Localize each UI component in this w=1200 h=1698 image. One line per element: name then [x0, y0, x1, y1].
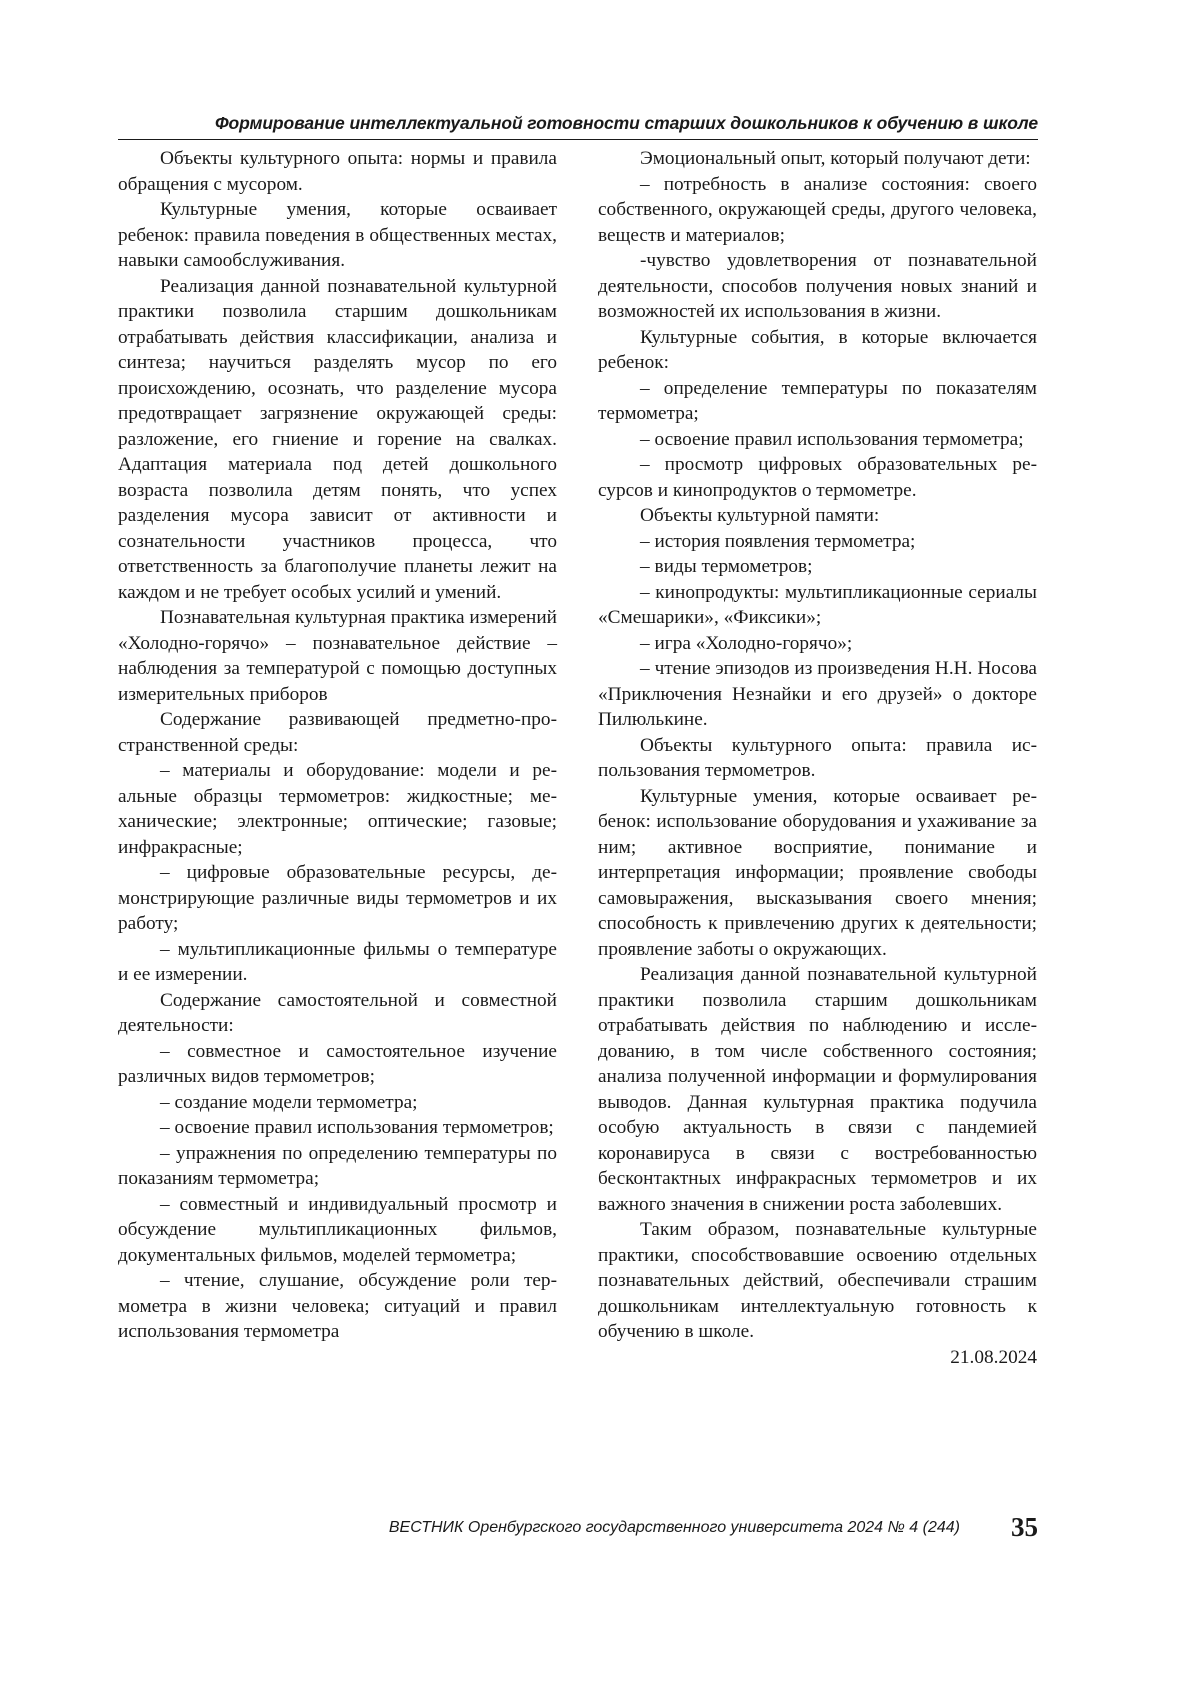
paragraph: Объекты культурной памяти:	[640, 505, 880, 526]
paragraph: Объекты культурного опыта: нормы и правила обращения с мусором.	[118, 148, 557, 195]
right-column	[598, 146, 1037, 1370]
paragraph: Объекты культурного опыта: правила использования термометров.	[598, 734, 1037, 781]
page-number: 35	[1011, 1512, 1038, 1542]
list-item: – чтение, слушание, обсуждение роли термометра в жизни человека; ситуаций и правил использования термометра	[118, 1270, 557, 1342]
list-item: – совместный и индивидуальный просмотр и обсуждение мультипликационных фильмов, документальных фильмов, моделей термометра;	[118, 1193, 557, 1266]
paragraph: Культурные события, в которые включается ребенок:	[598, 326, 1037, 373]
list-item: – освоение правил использования термометров;	[160, 1117, 554, 1138]
received-date: 21.08.2024	[950, 1346, 1037, 1368]
page-footer	[118, 1512, 1038, 1542]
paragraph: Познавательная культурная практика измерений «Холодно-горячо» – познавательное действие – наблюдения за температурой с помощью доступных измерительных приборов	[118, 607, 557, 705]
paragraph: Реализация данной познавательной культурной практики позволила старшим дошкольникам отрабатывать действия по наблюдению и исследованию, в том числе собственного состояния; анализа полученной информации и формулирования выводов. Данная культурная практика подучила особую актуальность в связи с пандемией коронавируса в связи с востребованностью бесконтактных инфракрасных термометров и их важного значения в снижении роста заболевших.	[598, 964, 1037, 1215]
list-item: – материалы и оборудование: модели и реальные образцы термометров: жидкостные; механические; электронные; оптические; газовые; инфракрасные;	[118, 760, 557, 858]
list-item: – совместное и самостоятельное изучение различных видов термометров;	[118, 1040, 557, 1087]
list-item: – определение температуры по показателям термометра;	[598, 377, 1037, 424]
list-item: -чувство удовлетворения от познавательной деятельности, способов получения новых знаний и возможностей их использования в жизни.	[598, 250, 1037, 322]
list-item: – чтение эпизодов из произведения Н.Н. Носова «Приключения Незнайки и его друзей» о докторе Пилюлькине.	[598, 658, 1037, 730]
list-item: – освоение правил использования термометра;	[640, 428, 1024, 450]
paragraph: Реализация данной познавательной культурной практики позволила старшим дошкольникам отрабатывать действия классификации, анализа и синтеза; научиться разделять мусор по его происхождению, осознать, что разделение мусора предотвращает загрязнение окружающей среды: разложение, его гниение и горение на свалках. Адаптация материала под детей дошкольного возраста позволила детям понять, что успех разделения мусора зависит от активности и сознательности участников процесса, что ответственность за благополучие планеты лежит на каждом и не требует особых усилий и умений.	[118, 275, 557, 603]
paragraph: Культурные умения, которые осваивает ребенок: правила поведения в общественных местах, навыки самообслуживания.	[118, 199, 557, 271]
list-item: – история появления термометра;	[640, 530, 916, 552]
left-column	[118, 146, 557, 1345]
paragraph: Эмоциональный опыт, который получают дети:	[640, 148, 1031, 169]
running-header: Формирование интеллектуальной готовности старших дошкольников к обучению в школе	[214, 113, 1038, 133]
journal-name: ВЕСТНИК Оренбургского государственного университета 2024 № 4 (244)	[388, 1519, 960, 1536]
paragraph: Содержание самостоятельной и совместной деятельности:	[118, 989, 557, 1036]
paragraph: Таким образом, познавательные культурные практики, способствовавшие освоению отдельных познавательных действий, обеспечивали страшим дошкольникам интеллектуальную готовность к обучению в школе.	[598, 1219, 1037, 1342]
header-rule	[118, 139, 1038, 140]
list-item: – мультипликационные фильмы о температуре и ее измерении.	[118, 938, 557, 985]
list-item: – потребность в анализе состояния: своего собственного, окружающей среды, другого человека, веществ и материалов;	[598, 173, 1037, 246]
list-item: – виды термометров;	[640, 556, 813, 577]
list-item: – игра «Холодно-горячо»;	[640, 632, 853, 654]
paragraph: Содержание развивающей предметно-пространственной среды:	[118, 709, 557, 756]
list-item: – просмотр цифровых образовательных ресурсов и кинопродуктов о термометре.	[598, 454, 1037, 501]
paragraph: Культурные умения, которые осваивает ребенок: использование оборудования и ухаживание за ним; активное восприятие, понимание и интерпретация информации; проявление свободы самовыражения, высказывания своего мнения; способность к привлечению других к деятельности; проявление заботы о окружающих.	[598, 785, 1037, 960]
list-item: – кинопродукты: мультипликационные сериалы «Смешарики», «Фиксики»;	[598, 581, 1037, 628]
list-item: – создание модели термометра;	[160, 1091, 418, 1113]
list-item: – цифровые образовательные ресурсы, демонстрирующие различные виды термометров и их работу;	[118, 862, 557, 934]
list-item: – упражнения по определению температуры по показаниям термометра;	[118, 1142, 557, 1189]
